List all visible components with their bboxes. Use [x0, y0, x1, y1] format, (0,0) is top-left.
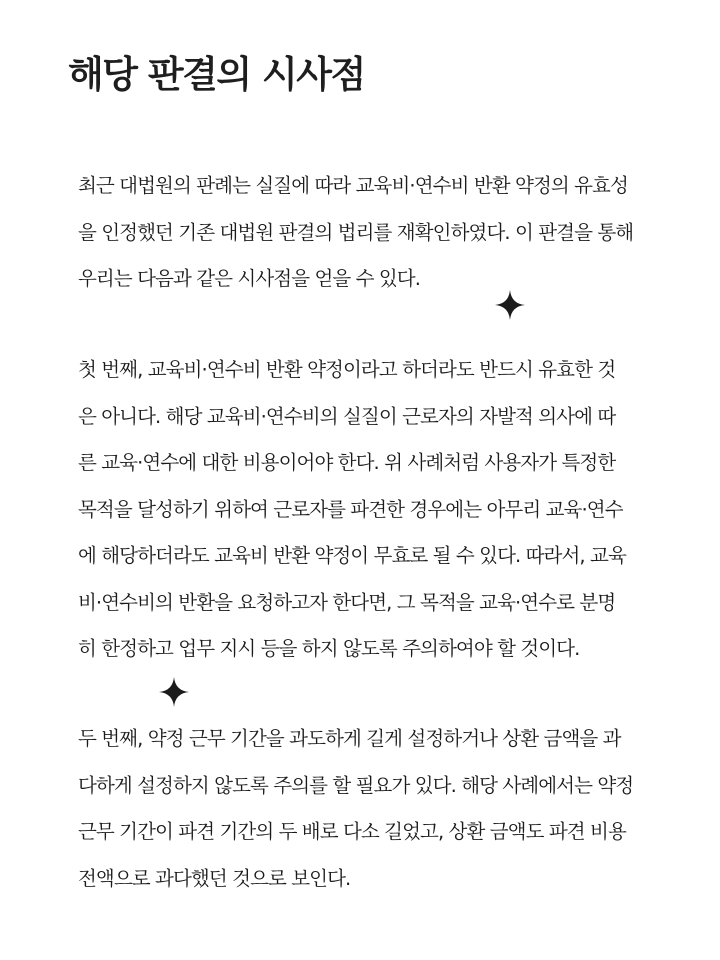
paragraph-line: 최근 대법원의 판례는 실질에 따라 교육비·연수비 반환 약정의 유효성: [78, 174, 628, 197]
sparkle-icon: [495, 290, 525, 320]
paragraph-line: 근무 기간이 파견 기간의 두 배로 다소 길었고, 상환 금액도 파견 비용: [78, 820, 626, 843]
paragraph-line: 우리는 다음과 같은 시사점을 얻을 수 있다.: [78, 267, 421, 290]
sparkle-icon: [159, 677, 189, 707]
paragraph-line: 비·연수비의 반환을 요청하고자 한다면, 그 목적을 교육·연수로 분명: [78, 590, 616, 614]
paragraph-line: 두 번째, 약정 근무 기간을 과도하게 길게 설정하거나 상환 금액을 과: [78, 727, 621, 750]
paragraph-second-point: [78, 716, 648, 902]
paragraph-line: 전액으로 과다했던 것으로 보인다.: [78, 866, 351, 890]
paragraph-line: 첫 번째, 교육비·연수비 반환 약정이라고 하더라도 반드시 유효한 것: [78, 358, 616, 381]
paragraph-line: 을 인정했던 기존 대법원 판결의 법리를 재확인하였다. 이 판결을 통해: [78, 220, 634, 244]
paragraph-line: 은 아니다. 해당 교육비·연수비의 실질이 근로자의 자발적 의사에 따: [78, 404, 616, 428]
paragraph-intro: [78, 163, 648, 303]
paragraph-line: 목적을 달성하기 위하여 근로자를 파견한 경우에는 아무리 교육·연수: [78, 497, 623, 521]
paragraph-line: 른 교육·연수에 대한 비용이어야 한다. 위 사례처럼 사용자가 특정한: [78, 451, 616, 474]
paragraph-line: 히 한정하고 업무 지시 등을 하지 않도록 주의하여야 할 것이다.: [78, 637, 580, 660]
paragraph-line: 에 해당하더라도 교육비 반환 약정이 무효로 될 수 있다. 따라서, 교육: [78, 544, 626, 567]
paragraph-line: 다하게 설정하지 않도록 주의를 할 필요가 있다. 해당 사례에서는 약정: [78, 773, 634, 797]
paragraph-first-point: [78, 347, 648, 673]
page-title: 해당 판결의 시사점: [68, 53, 365, 96]
